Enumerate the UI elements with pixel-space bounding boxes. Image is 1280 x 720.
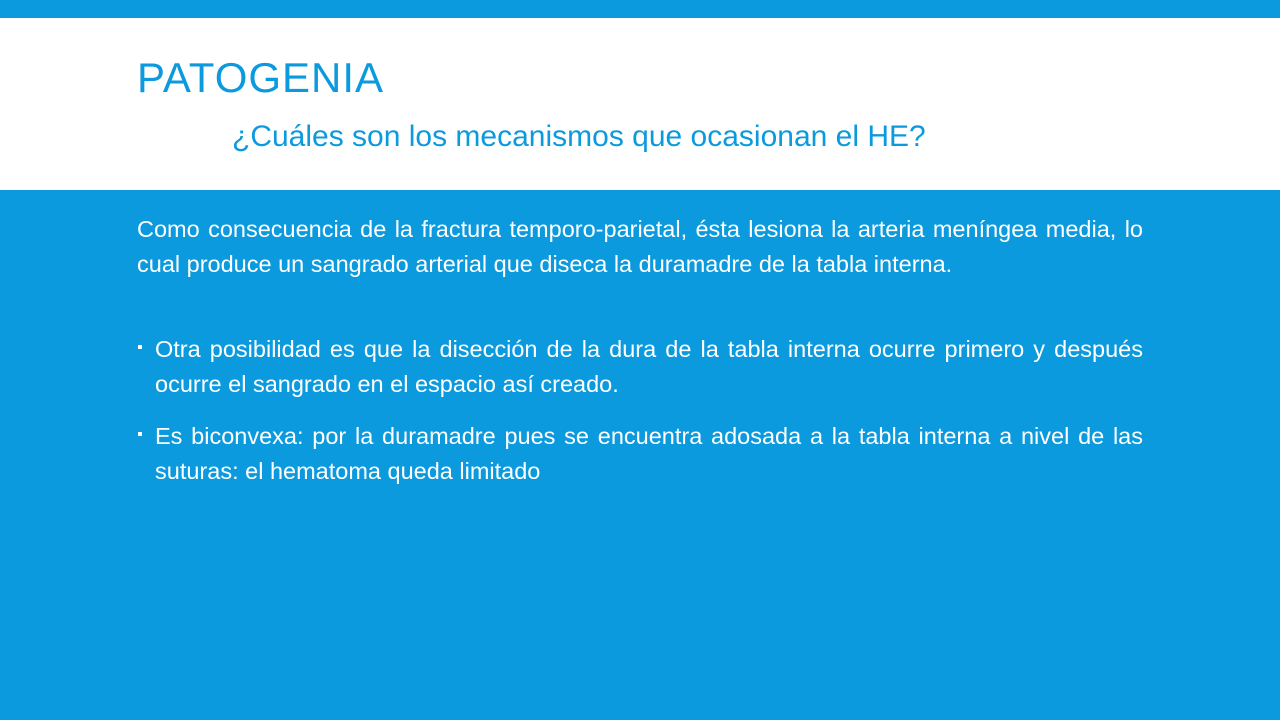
title-band xyxy=(0,18,1280,190)
slide-title: PATOGENIA xyxy=(137,54,385,101)
bullet-text: Es biconvexa: por la duramadre pues se encuentra adosada a la tabla interna a nivel de las suturas: el hematoma queda limitado xyxy=(155,423,1143,484)
bullet-item xyxy=(137,419,1143,489)
bullet-text: Otra posibilidad es que la disección de la dura de la tabla interna ocurre primero y después ocurre el sangrado en el espacio así creado. xyxy=(155,336,1143,397)
intro-paragraph: Como consecuencia de la fractura temporo-parietal, ésta lesiona la arteria meníngea media, lo cual produce un sangrado arterial que diseca la duramadre de la tabla interna. xyxy=(137,216,1143,277)
bullet-list xyxy=(137,332,1143,489)
slide-subtitle: ¿Cuáles son los mecanismos que ocasionan el HE? xyxy=(232,120,926,153)
bullet-item xyxy=(137,332,1143,402)
square-bullet-icon xyxy=(138,432,142,436)
slide-content xyxy=(137,212,1143,506)
square-bullet-icon xyxy=(138,345,142,349)
